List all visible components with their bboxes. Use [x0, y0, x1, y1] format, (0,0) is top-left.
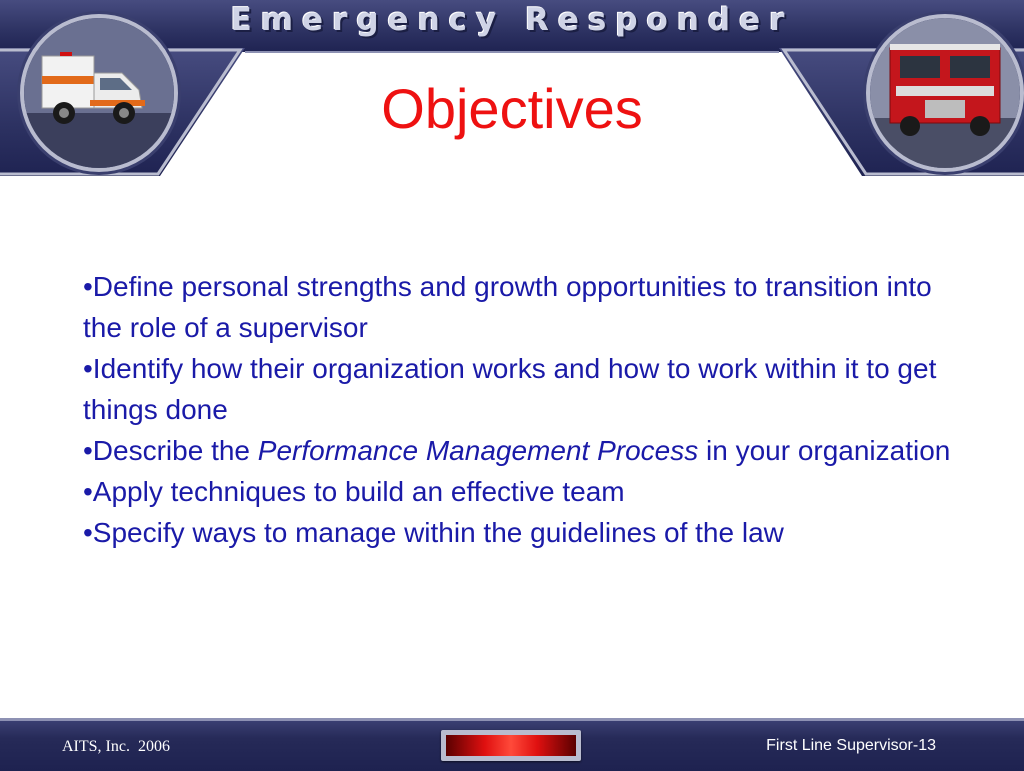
objectives-list — [83, 266, 963, 553]
objective-item: •Identify how their organization works and how to work within it to get things done — [83, 353, 937, 425]
header-banner — [0, 0, 1024, 178]
light-bar-graphic — [441, 730, 581, 761]
objective-item: •Define personal strengths and growth opportunities to transition into the role of a supervisor — [83, 271, 932, 343]
light-bar-glow — [446, 735, 576, 756]
footer-copyright: AITS, Inc. 2006 — [62, 738, 170, 755]
footer-bar — [0, 718, 1024, 771]
footer-slide-number: First Line Supervisor-13 — [766, 737, 936, 754]
slide-title: Objectives — [381, 77, 643, 140]
objective-item: •Specify ways to manage within the guidelines of the law — [83, 517, 784, 548]
objective-item: •Apply techniques to build an effective team — [83, 476, 625, 507]
banner-title: Emergency Responder — [230, 2, 794, 38]
emphasis-text: Performance Management Process — [257, 435, 699, 466]
objective-item: •Describe the Performance Management Process in your organization — [83, 435, 951, 466]
